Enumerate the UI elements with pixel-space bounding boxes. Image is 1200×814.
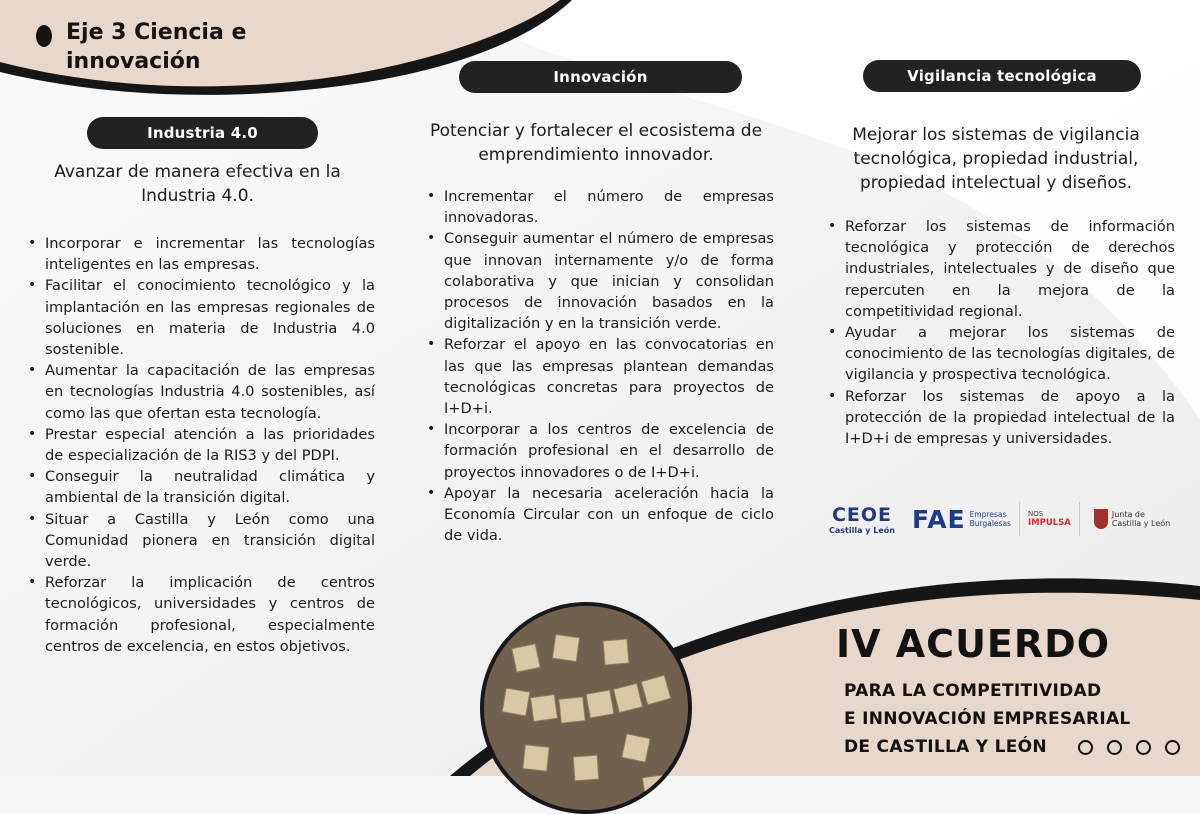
list-item: • Conseguir aumentar el número de empresas que innovan internamente y/o de forma colaborativa y que inician y consolidan procesos de innovación basados en la digitalización y en la transición verde. [444, 228, 774, 334]
lead-vigilancia: Mejorar los sistemas de vigilancia tecnológica, propiedad industrial, propiedad intelectual y diseños. [852, 125, 1140, 193]
list-innovacion [424, 186, 774, 546]
lead-industria: Avanzar de manera efectiva en la Industria 4.0. [54, 162, 341, 206]
nos-text: NOS [1027, 510, 1044, 518]
sponsor-logos [822, 497, 1182, 541]
section-title: Eje 3 Ciencia e innovación [66, 20, 247, 74]
lead-innovacion: Potenciar y fortalecer el ecosistema de emprendimiento innovador. [429, 121, 763, 165]
list-industria [25, 233, 375, 657]
decorative-circles [1078, 740, 1180, 755]
logo-divider [1019, 502, 1020, 536]
logo-divider [1079, 502, 1080, 536]
list-item: • Prestar especial atención a las prioridades de especialización de la RIS3 y del PDPI. [45, 424, 375, 466]
junta-logo [1094, 509, 1170, 529]
fae-logo-text: FAE [912, 504, 966, 534]
circle-icon [1107, 740, 1122, 755]
list-item: • Situar a Castilla y León como una Comunidad pionera en transición digital verde. [45, 509, 375, 573]
list-item: • Reforzar la implicación de centros tecnológicos, universidades y centros de formación profesional, especialmente centros de excelencia, en estos objetivos. [45, 572, 375, 657]
list-item: • Ayudar a mejorar los sistemas de conocimiento de las tecnologías digitales, de vigilancia y prospectiva tecnológica. [845, 322, 1175, 386]
ceoe-logo-subtext: Castilla y León [829, 525, 895, 535]
list-item: • Conseguir la neutralidad climática y ambiental de la transición digital. [45, 466, 375, 508]
scrabble-photo [480, 602, 692, 814]
nos-impulsa-logo [1028, 510, 1071, 528]
list-item: • Incrementar el número de empresas innovadoras. [444, 186, 774, 228]
circle-icon [1165, 740, 1180, 755]
list-item: • Aumentar la capacitación de las empresas en tecnologías Industria 4.0 sostenibles, así como las que ofertan esta tecnología. [45, 360, 375, 424]
ceoe-logo [822, 504, 902, 535]
impulsa-text: IMPULSA [1027, 518, 1071, 528]
fae-logo-subtext [970, 510, 1011, 528]
agreement-subtitle-2: E INNOVACIÓN EMPRESARIAL [844, 709, 1131, 729]
circle-icon [1078, 740, 1093, 755]
label-industria: Industria 4.0 [87, 117, 318, 149]
list-item: • Reforzar los sistemas de información tecnológica y protección de derechos industriales, intelectuales y de diseño que repercuten en la mejora de la competitividad regional. [845, 216, 1175, 322]
list-item: • Incorporar e incrementar las tecnologías inteligentes en las empresas. [45, 233, 375, 275]
label-vigilancia: Vigilancia tecnológica [863, 60, 1141, 92]
agreement-title: IV ACUERDO [836, 622, 1110, 666]
scrabble-tiles-image [484, 606, 692, 814]
list-item: • Apoyar la necesaria aceleración hacia la Economía Circular con un enfoque de ciclo de vida. [444, 483, 774, 547]
ceoe-logo-text: CEOE [831, 503, 893, 526]
header-bullet [36, 25, 52, 47]
junta-text-2: Castilla y León [1111, 519, 1171, 528]
agreement-subtitle-1: PARA LA COMPETITIVIDAD [844, 681, 1102, 701]
fae-sub-1: Empresas [969, 510, 1007, 519]
list-item: • Reforzar el apoyo en las convocatorias en las que las empresas plantean demandas tecnológicas concretas para proyectos de I+D+i. [444, 334, 774, 419]
agreement-subtitle-3: DE CASTILLA Y LEÓN [844, 737, 1047, 757]
junta-text-1: Junta de [1111, 510, 1145, 519]
list-vigilancia [825, 216, 1175, 449]
fae-sub-2: Burgalesas [969, 519, 1011, 528]
shield-icon [1094, 509, 1108, 529]
circle-icon [1136, 740, 1151, 755]
fae-logo [912, 505, 1011, 534]
list-item: • Reforzar los sistemas de apoyo a la protección de la propiedad intelectual de la I+D+i de empresas y universidades. [845, 386, 1175, 450]
list-item: • Incorporar a los centros de excelencia de formación profesional en el desarrollo de proyectos innovadores o de I+D+i. [444, 419, 774, 483]
label-innovacion: Innovación [459, 61, 742, 93]
list-item: • Facilitar el conocimiento tecnológico y la implantación en las empresas regionales de soluciones en materia de Industria 4.0 sostenible. [45, 275, 375, 360]
